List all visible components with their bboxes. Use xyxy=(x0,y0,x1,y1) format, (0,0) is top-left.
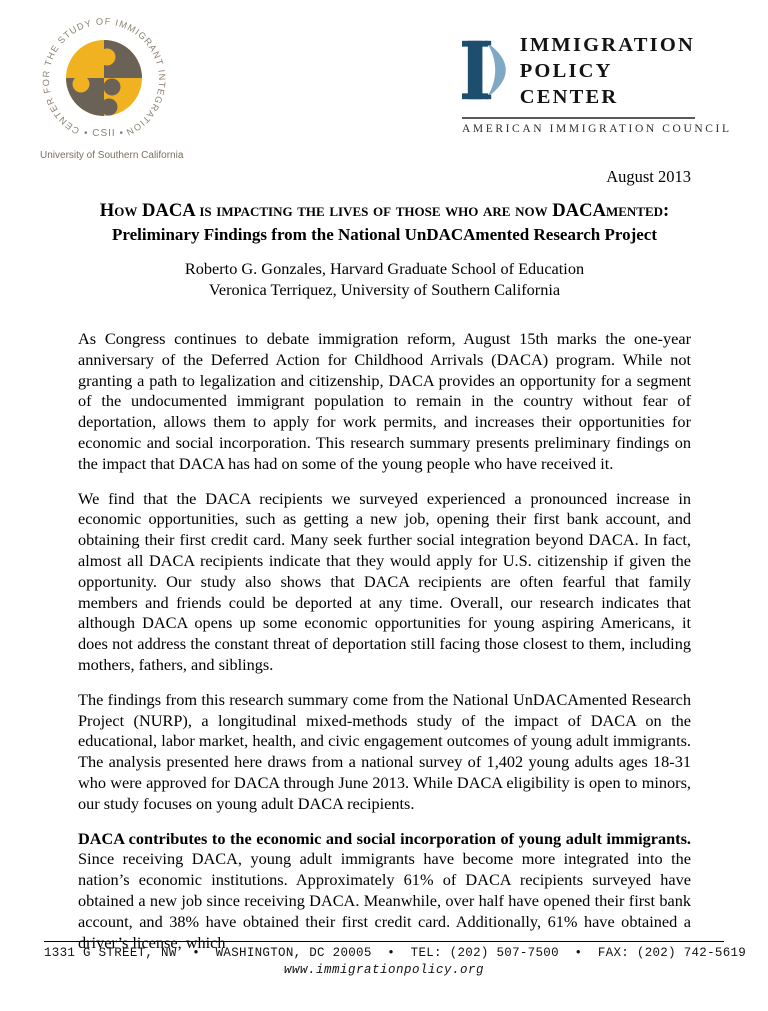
csii-seal-icon xyxy=(38,14,170,142)
ipc-subtitle: AMERICAN IMMIGRATION COUNCIL xyxy=(462,123,732,135)
paragraph-bold-lead: DACA contributes to the economic and social incorporation of young adult immigrants. xyxy=(78,828,691,848)
ipc-name xyxy=(520,30,695,110)
page-subtitle: Preliminary Findings from the National UnDACAmented Research Project xyxy=(111,225,658,244)
page-title: How DACA is impacting the lives of those who are now DACAmented: xyxy=(99,200,670,221)
csii-logo xyxy=(38,14,184,161)
document-body xyxy=(78,166,691,967)
paragraphs xyxy=(78,329,691,953)
paragraph xyxy=(78,329,691,475)
ipc-logo xyxy=(462,30,732,135)
footer-contact-line: 1331 G STREET, NW • WASHINGTON, DC 20005 • TEL: (202) 507-7500 • FAX: (202) 742-5619 xyxy=(44,946,747,960)
csii-ring-text: CENTER FOR THE STUDY OF IMMIGRANT INTEGRATION xyxy=(40,16,168,138)
ipc-monogram-icon xyxy=(462,30,509,110)
page-footer xyxy=(44,941,747,977)
paragraph xyxy=(78,829,691,954)
author-line: Roberto G. Gonzales, Harvard Graduate School of Education xyxy=(184,259,585,278)
paragraph-text: The findings from this research summary come from the National UnDACAmented Research Project (NURP), a longitudinal mixed-methods study of the impact of DACA on the educational, labor market, health, and civic engagement outcomes of young adult immigrants. The analysis presented here draws from a national survey of 1,402 young adults ages 18-31 who were approved for DACA through June 2013. While DACA eligibility is open to minors, our study focuses on young adult DACA recipients. xyxy=(78,689,691,813)
paragraph xyxy=(78,690,691,815)
paragraph xyxy=(78,489,691,676)
ipc-name-line2: POLICY xyxy=(519,60,613,82)
ipc-name-line3: CENTER xyxy=(519,86,619,108)
paragraph-text: Since receiving DACA, young adult immigrants have become more integrated into the nation’s economic institutions. Approximately 61% of DACA recipients surveyed have obtained a new job since receiving DACA. Meanwhile, over half have opened their first bank account, and 38% have obtained their first credit card. Additionally, 61% have obtained a driver’s license, which xyxy=(78,849,691,952)
paragraph-text: As Congress continues to debate immigration reform, August 15th marks the one-year anniversary of the Deferred Action for Childhood Arrivals (DACA) program. While not granting a path to legalization and citizenship, DACA provides an opportunity for a segment of the undocumented immigrant population to remain in the country without fear of deportation, allows them to apply for work permits, and increases their opportunities for economic and social incorporation. This research summary presents preliminary findings on the impact that DACA has had on some of the young people who have received it. xyxy=(78,329,691,473)
paragraph-text: We find that the DACA recipients we surveyed experienced a pronounced increase in economic opportunities, such as getting a new job, opening their first bank account, and obtaining their first credit card. Many seek further social integration beyond DACA. In fact, almost all DACA recipients indicate that they would apply for U.S. citizenship if given the opportunity. Our study also shows that DACA recipients are often fearful that family members and friends could be deported at any time. Overall, our research indicates that although DACA opens up some economic opportunities for young aspiring Americans, it does not address the constant threat of deportation still facing those closest to them, including mothers, fathers, and siblings. xyxy=(78,488,691,674)
csii-university-label: University of Southern California xyxy=(40,150,184,161)
footer-website-link[interactable]: www.immigrationpolicy.org xyxy=(283,963,485,977)
date: August 2013 xyxy=(606,167,691,186)
csii-acronym: • CSII • xyxy=(83,128,125,139)
author-line: Veronica Terriquez, University of Southern California xyxy=(208,280,561,299)
ipc-logo-row xyxy=(462,30,695,119)
ipc-name-line1: IMMIGRATION xyxy=(519,34,695,56)
authors xyxy=(78,258,691,300)
